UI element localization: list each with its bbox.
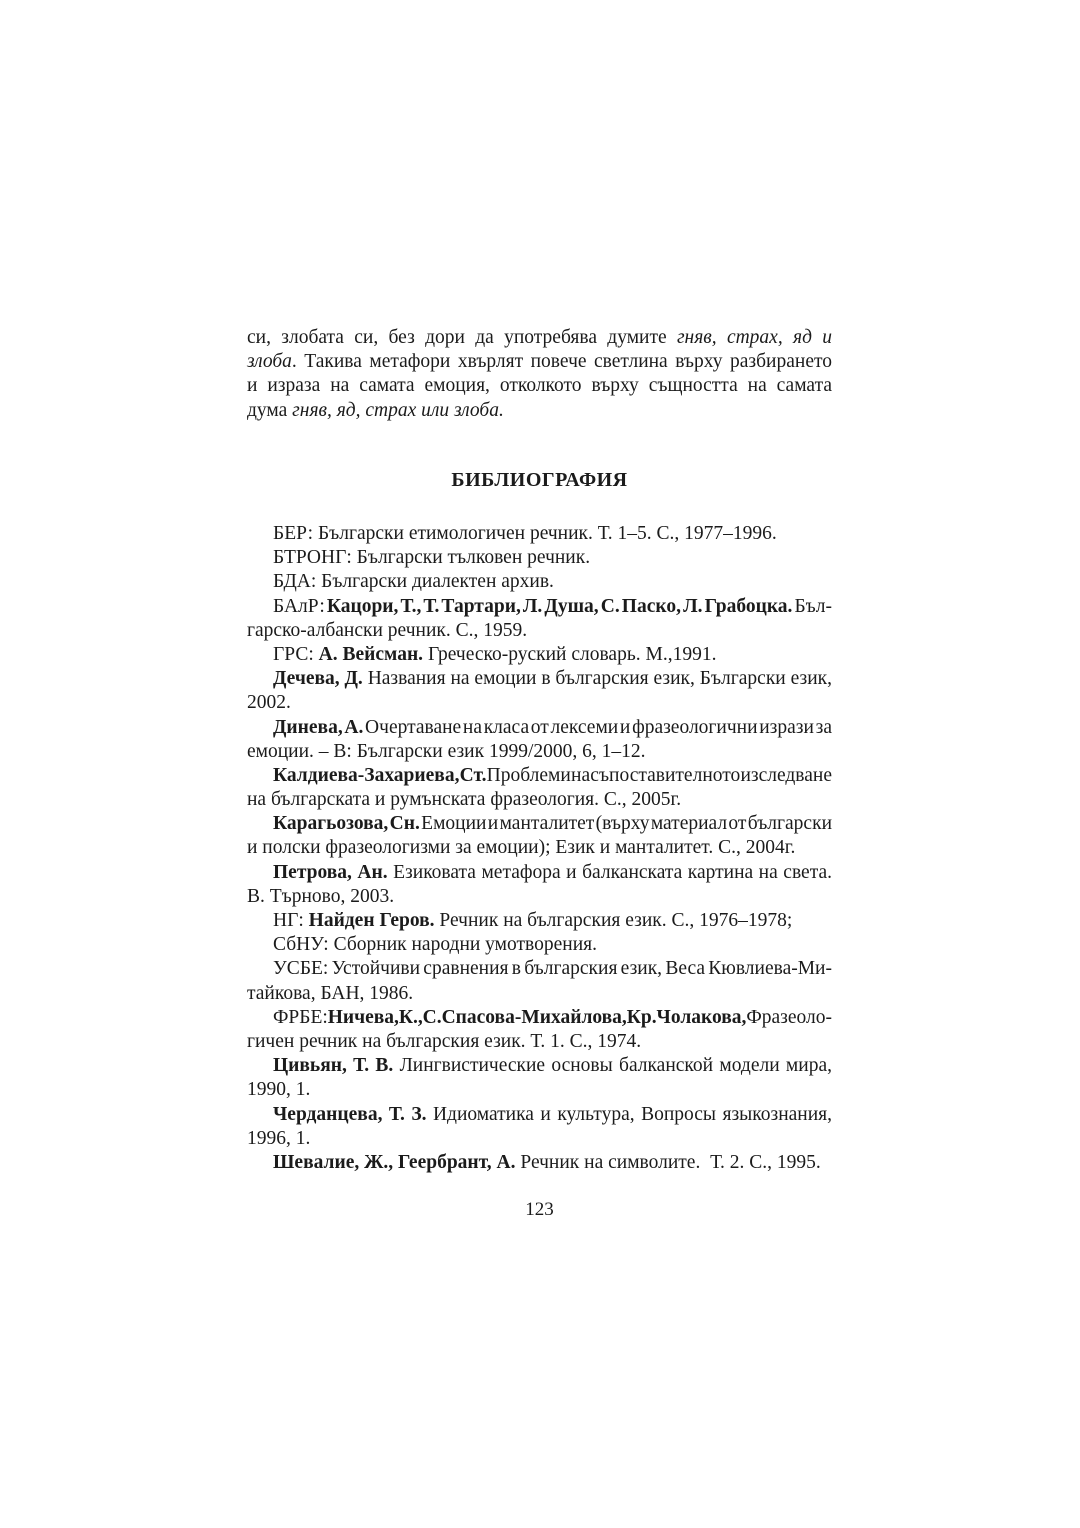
text-segment: 2002. bbox=[247, 692, 291, 714]
bibliography-line bbox=[247, 764, 832, 788]
bibliography-line bbox=[247, 716, 832, 740]
text-segment: Речник на символите. Т. 2. С., 1995. bbox=[515, 1151, 821, 1173]
text-segment: БДА: Български диалектен архив. bbox=[273, 571, 554, 593]
bibliography-line bbox=[247, 1078, 832, 1102]
text-segment: тайкова, БАН, 1986. bbox=[247, 982, 414, 1004]
intro-line bbox=[247, 350, 832, 374]
bibliography-line bbox=[247, 595, 832, 619]
text-segment: БЕР: Български етимологичен речник. Т. 1–5. С., 1977–1996. bbox=[273, 523, 777, 544]
text-segment: на българската и румънската фразеология. С., 2005г. bbox=[247, 789, 682, 811]
text-segment: си, злобата си, без дори да употребява думите bbox=[247, 327, 677, 348]
text-segment: Бъл- bbox=[792, 595, 832, 617]
text-segment: Греческо-руский словарь. М.,1991. bbox=[423, 643, 717, 665]
bibliography-line bbox=[247, 570, 832, 594]
bibliography-line bbox=[247, 1127, 832, 1151]
bibliography-line bbox=[247, 546, 832, 570]
emphasized-text: гняв, страх, яд и bbox=[676, 327, 832, 348]
bibliography-list bbox=[247, 522, 832, 1175]
text-segment: Проблеми на съпоставителното изследване bbox=[486, 764, 832, 786]
text-segment: гарско-албански речник. С., 1959. bbox=[247, 619, 528, 641]
bibliography-line bbox=[247, 982, 832, 1006]
bibliography-line bbox=[247, 1151, 832, 1175]
bibliography-line bbox=[247, 1054, 832, 1078]
bibliography-line bbox=[247, 1103, 832, 1127]
text-segment: и израза на самата емоция, отколкото върху същността на самата bbox=[247, 375, 832, 397]
text-segment: Очертаване на класа от лексеми и фразеологични изрази за bbox=[363, 716, 832, 738]
text-segment: УСБЕ: Устойчиви сравнения в българския език, Веса Кювлиева-Ми- bbox=[273, 958, 832, 980]
text-segment: ГРС: bbox=[273, 643, 319, 665]
text-segment: 1990, 1. bbox=[247, 1079, 311, 1101]
bibliography-line bbox=[247, 619, 832, 643]
text-segment: Названия на емоции в българския език, Български език, bbox=[362, 668, 832, 690]
bibliography-line bbox=[247, 861, 832, 885]
text-segment: НГ: bbox=[273, 910, 309, 931]
intro-line bbox=[247, 326, 832, 350]
bibliography-line bbox=[247, 933, 832, 957]
author-name: Калдиева-Захариева, Ст. bbox=[273, 764, 487, 786]
author-name: Цивьян, Т. В. bbox=[273, 1055, 394, 1077]
text-segment: В. Търново, 2003. bbox=[247, 885, 395, 907]
bibliography-line bbox=[247, 885, 832, 909]
text-segment: 1996, 1. bbox=[247, 1127, 311, 1149]
text-segment: Речник на българския език. С., 1976–1978; bbox=[434, 910, 793, 931]
bibliography-line bbox=[247, 740, 832, 764]
bibliography-line bbox=[247, 643, 832, 667]
author-name: Ничева, К., С. Спасова-Михайлова, Кр. Чолакова, bbox=[327, 1006, 747, 1028]
bibliography-line bbox=[247, 788, 832, 812]
text-segment: Емоции и манталитет (върху материал от български bbox=[419, 813, 832, 835]
author-name: Петрова, Ан. bbox=[273, 861, 388, 883]
text-segment: СбНУ: Сборник народни умотворения. bbox=[273, 934, 597, 956]
author-name: Кацори, Т., Т. Тартари, Л. Душа, С. Паско, Л. Грабоцка. bbox=[326, 595, 793, 617]
author-name: А. Вейсман. bbox=[318, 643, 424, 665]
text-segment: БТРОНГ: Български тълковен речник. bbox=[273, 547, 591, 569]
intro-line bbox=[247, 399, 832, 423]
bibliography-heading: БИБЛИОГРАФИЯ bbox=[451, 469, 628, 491]
bibliography-line bbox=[247, 1030, 832, 1054]
author-name: Дечева, Д. bbox=[273, 668, 363, 690]
intro-paragraph bbox=[247, 326, 832, 423]
text-segment: дума bbox=[247, 399, 293, 421]
emphasized-text: злоба bbox=[247, 351, 292, 373]
author-name: Шевалие, Ж., Геербрант, А. bbox=[273, 1151, 516, 1173]
bibliography-line bbox=[247, 667, 832, 691]
bibliography-line bbox=[247, 1006, 832, 1030]
bibliography-line bbox=[247, 522, 832, 546]
intro-line bbox=[247, 374, 832, 398]
author-name: Найден Геров. bbox=[308, 910, 435, 931]
text-segment: гичен речник на българския език. Т. 1. С., 1974. bbox=[247, 1030, 642, 1052]
bibliography-line bbox=[247, 691, 832, 715]
author-name: Карагьозова, Сн. bbox=[273, 813, 420, 835]
text-segment: . Такива метафори хвърлят повече светлина върху разбирането bbox=[291, 351, 832, 373]
author-name: Динева, А. bbox=[273, 716, 364, 738]
bibliography-line bbox=[247, 909, 832, 933]
page-number: 123 bbox=[525, 1199, 554, 1220]
text-segment: и полски фразеологизми за емоции); Език и манталитет. С., 2004г. bbox=[247, 837, 796, 859]
text-segment: Езиковата метафора и балканската картина на света. bbox=[387, 861, 832, 883]
text-segment: Идиоматика и культура, Вопросы языкознания, bbox=[426, 1103, 832, 1125]
bibliography-line bbox=[247, 812, 832, 836]
text-segment: ФРБЕ: bbox=[273, 1006, 328, 1028]
text-segment: Фразеоло- bbox=[746, 1006, 833, 1028]
bibliography-line bbox=[247, 836, 832, 860]
emphasized-text: гняв, яд, страх или злоба. bbox=[292, 399, 504, 421]
text-segment: БАлР: bbox=[273, 595, 327, 617]
text-segment: Лингвистические основы балканской модели мира, bbox=[393, 1055, 832, 1077]
bibliography-line bbox=[247, 957, 832, 981]
text-segment: емоции. – В: Български език 1999/2000, 6, 1–12. bbox=[247, 740, 646, 762]
author-name: Черданцева, Т. З. bbox=[273, 1103, 427, 1125]
